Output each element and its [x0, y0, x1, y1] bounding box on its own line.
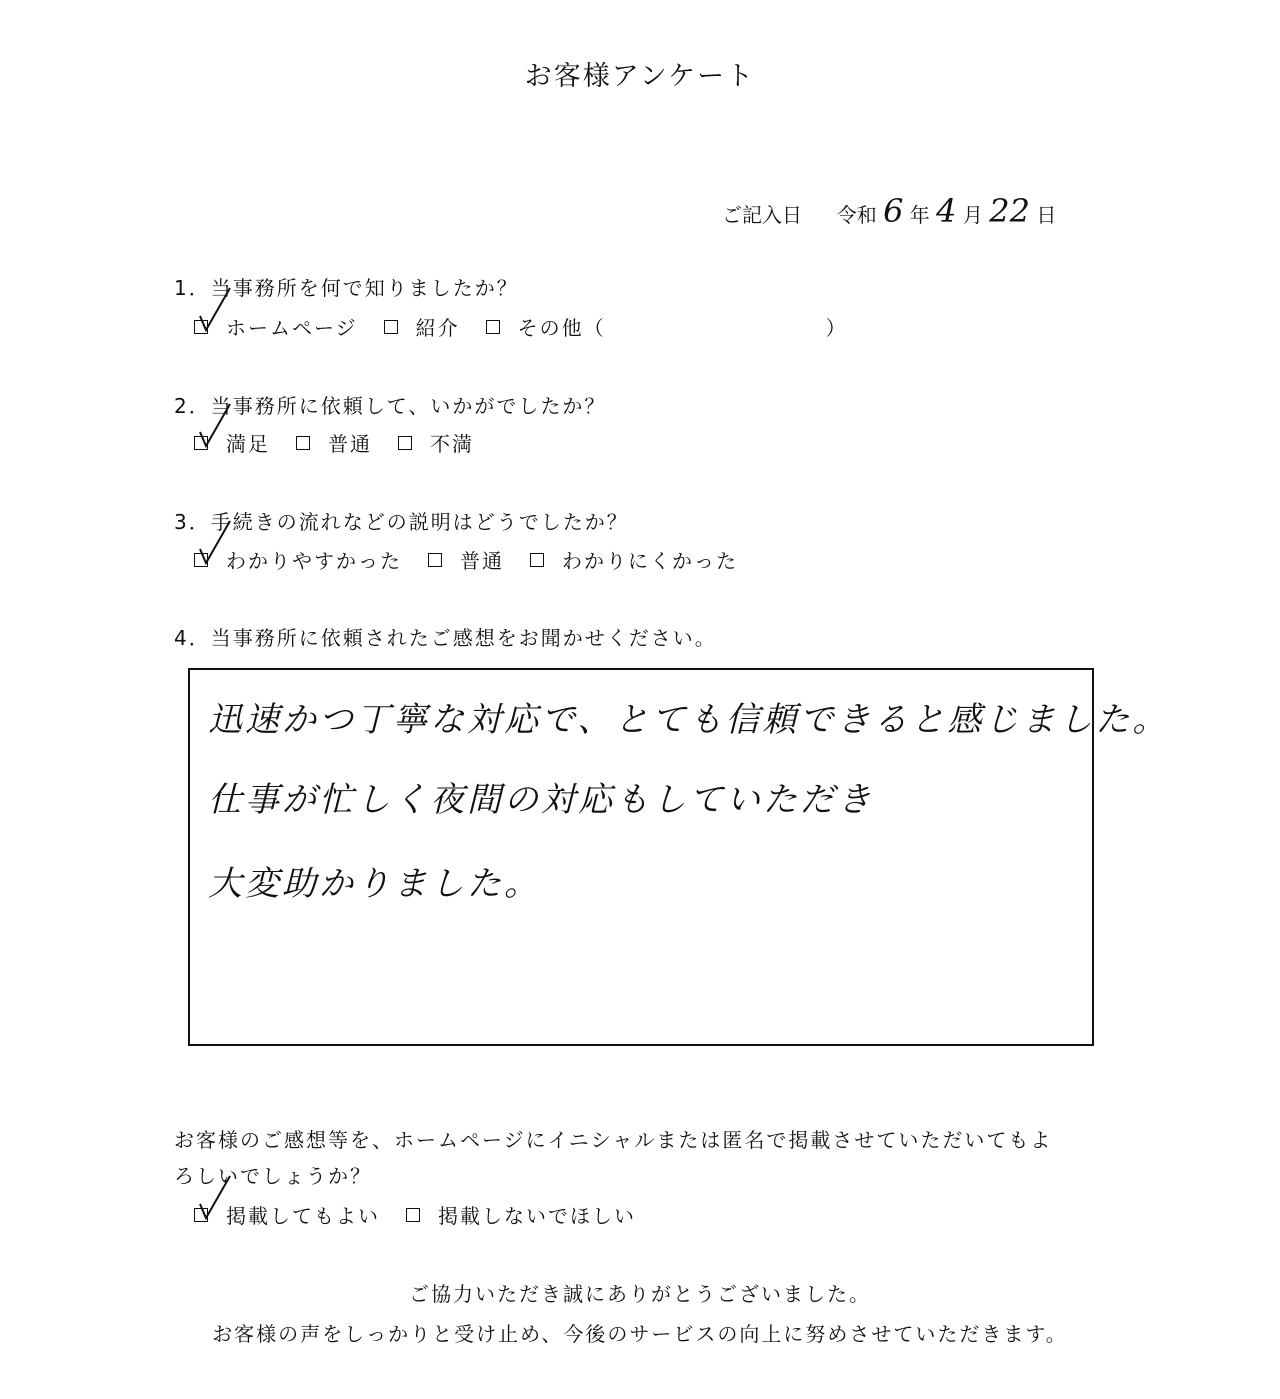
option-label: 満足: [226, 432, 270, 456]
q1-option-other[interactable]: [486, 312, 848, 341]
page-title: お客様アンケート: [524, 61, 756, 92]
q3-option-unclear[interactable]: [530, 545, 738, 574]
option-label: 紹介: [415, 316, 460, 340]
handwritten-answer-line: 大変助かりました。: [208, 864, 541, 904]
consent-option-deny[interactable]: [406, 1200, 636, 1229]
checkbox[interactable]: [530, 553, 544, 567]
checkbox[interactable]: [406, 1208, 420, 1222]
date-day: 22: [989, 192, 1030, 230]
check-mark-icon: [192, 402, 232, 450]
option-label: その他（ ）: [517, 316, 848, 340]
question-1-options: [194, 312, 874, 341]
checkbox[interactable]: [428, 553, 442, 567]
question-3: 3．手続きの流れなどの説明はどうでしたか？: [174, 510, 629, 534]
question-3-options: [194, 545, 764, 574]
q2-option-normal[interactable]: [296, 428, 372, 457]
date-month: 4: [936, 192, 957, 230]
question-2-options: [194, 428, 500, 457]
option-label: 掲載してもよい: [226, 1204, 380, 1228]
option-label: わかりやすかった: [226, 549, 402, 573]
checkbox[interactable]: [384, 320, 398, 334]
handwritten-answer-line: 迅速かつ丁寧な対応で、とても信頼できると感じました。: [208, 700, 1170, 740]
comment-box[interactable]: [188, 668, 1170, 1046]
thanks-line-2: お客様の声をしっかりと受け止め、今後のサービスの向上に努めさせていただきます。: [212, 1322, 1068, 1346]
option-label: 掲載しないでほしい: [438, 1204, 636, 1228]
q3-option-normal[interactable]: [428, 545, 504, 574]
date-month-unit: 月: [962, 203, 983, 227]
question-1: 1．当事務所を何で知りましたか？: [174, 276, 519, 300]
check-mark-icon: [192, 1174, 232, 1222]
option-label: ホームページ: [226, 316, 358, 340]
question-2: 2．当事務所に依頼して、いかがでしたか？: [174, 394, 607, 418]
consent-options: [194, 1200, 662, 1229]
date-day-unit: 日: [1036, 203, 1057, 227]
date-era: 令和: [836, 203, 877, 227]
thanks-line-1: ご協力いただき誠にありがとうございました。: [409, 1282, 871, 1306]
q3-option-clear[interactable]: [194, 545, 402, 574]
question-4: 4．当事務所に依頼されたご感想をお聞かせください。: [174, 626, 717, 650]
date-year-unit: 年: [909, 203, 930, 227]
checkbox[interactable]: [486, 320, 500, 334]
consent-option-allow[interactable]: [194, 1200, 380, 1229]
checkbox[interactable]: [296, 436, 310, 450]
entry-date: [722, 192, 1056, 230]
handwritten-answer-line: 仕事が忙しく夜間の対応もしていただき: [208, 780, 874, 820]
date-label: ご記入日: [722, 203, 802, 227]
option-label: わかりにくかった: [562, 549, 738, 573]
q1-option-homepage[interactable]: [194, 312, 358, 341]
option-label: 不満: [430, 432, 474, 456]
check-mark-icon: [192, 519, 232, 567]
checkbox[interactable]: [398, 436, 412, 450]
check-mark-icon: [192, 286, 232, 334]
option-label: 普通: [460, 549, 504, 573]
date-year: 6: [883, 192, 904, 230]
q2-option-satisfied[interactable]: [194, 428, 270, 457]
q1-option-referral[interactable]: [384, 312, 460, 341]
q2-option-dissatisfied[interactable]: [398, 428, 474, 457]
consent-question-line-1: お客様のご感想等を、ホームページにイニシャルまたは匿名で掲載させていただいてもよ: [174, 1128, 1053, 1152]
option-label: 普通: [328, 432, 372, 456]
consent-question-line-2: ろしいでしょうか？: [174, 1164, 372, 1188]
